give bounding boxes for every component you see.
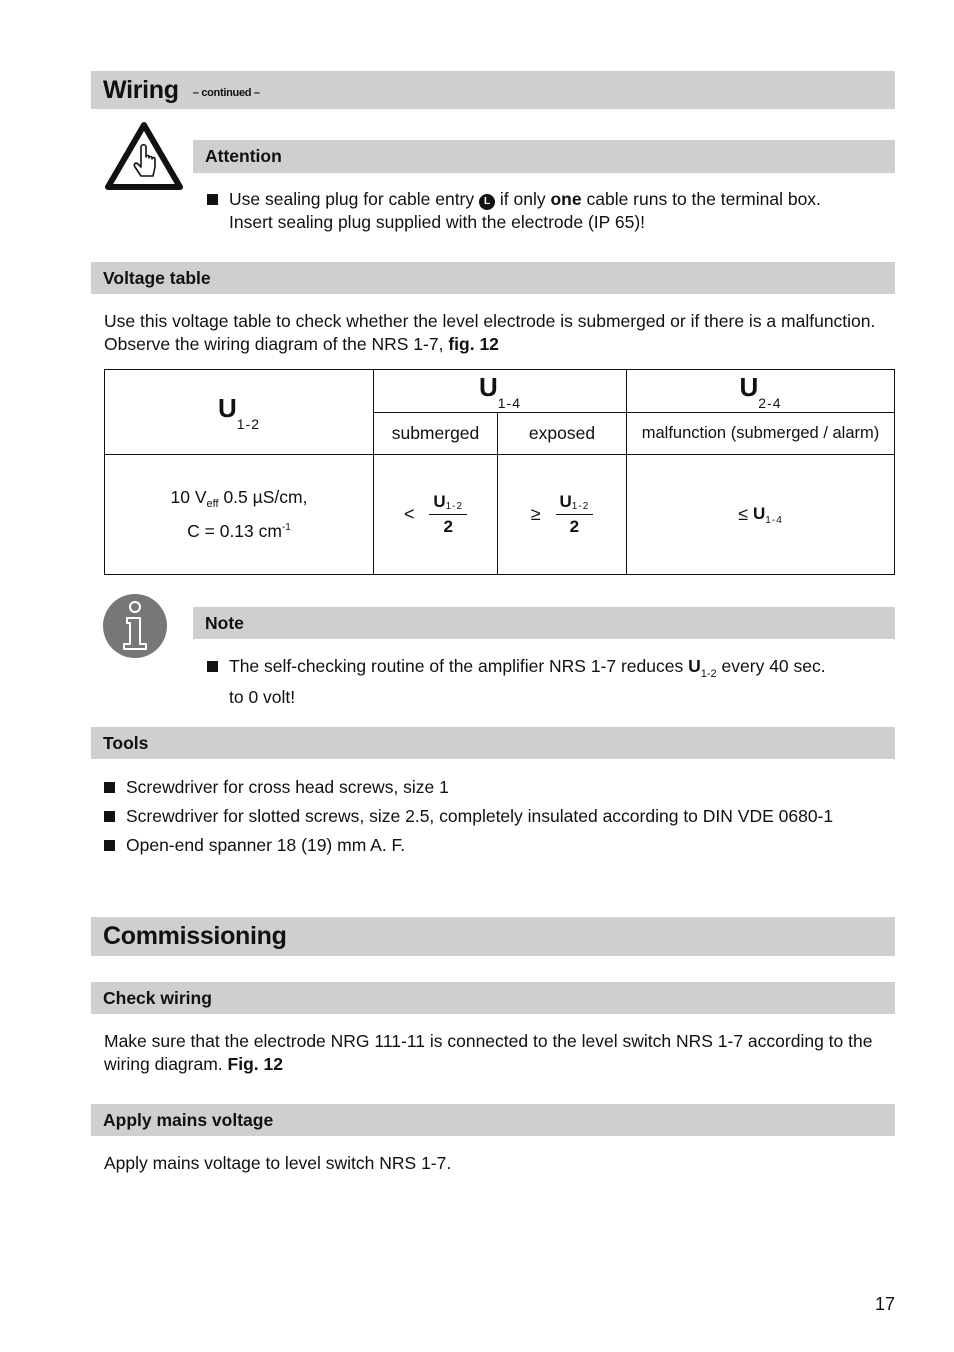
wiring-heading [91,71,895,109]
check-wiring-title: Check wiring [103,987,212,1008]
apply-mains-heading [91,1104,895,1136]
attention-text-b: if only [499,189,546,209]
note-text-line2: to 0 volt! [229,687,296,707]
hand-warning-icon [104,121,184,191]
bullet-square-icon [207,194,218,205]
tool-item [104,805,833,828]
commissioning-title: Commissioning [103,922,287,950]
header-u14: $U_{1-4}$ [374,370,627,413]
voltage-table-title: Voltage table [103,267,211,288]
attention-heading [193,140,895,173]
attention-text-line2: Insert sealing plug supplied with the electrode (IP 65)! [229,212,646,232]
check-wiring-line-2: wiring diagram. [104,1054,223,1074]
check-wiring-fig-ref: Fig. 12 [227,1054,283,1074]
malfunction-value: ≤ $U_{1-4}$ [627,455,895,575]
tool-item-label: Screwdriver for slotted screws, size 2.5, completely insulated according to DIN VDE 0680-1 [126,806,834,826]
submerged-value: < $\frac{U1-2}{2}$ [374,455,498,575]
bullet-square-icon [104,782,115,793]
tool-item-label: Open-end spanner 18 (19) mm A. F. [126,835,406,855]
attention-text-bold: one [550,189,582,209]
wiring-continued: – continued – [192,87,260,99]
check-wiring-text [104,1030,872,1076]
voltage-table-heading [91,262,895,294]
attention-text-c: cable runs to the terminal box. [586,189,821,209]
bullet-square-icon [104,811,115,822]
header-u12: $U_{1-2}$ [105,370,374,455]
attention-text-a: Use sealing plug for cable entry [229,189,475,209]
attention-title: Attention [205,146,282,166]
cable-entry-marker: L [479,194,495,210]
tools-title: Tools [103,732,149,753]
col-malfunction: malfunction (submerged / alarm) [627,413,895,455]
intro-line-1: Use this voltage table to check whether the level electrode is submerged or if there is a malfunction. [104,311,876,331]
note-text-a: The self-checking routine of the amplifier NRS 1-7 reduces [229,656,684,676]
apply-mains-title: Apply mains voltage [103,1109,274,1130]
apply-mains-text: Apply mains voltage to level switch NRS 1-7. [104,1153,452,1173]
info-icon [102,593,168,659]
col-submerged: submerged [374,413,498,455]
page-number: 17 [875,1294,896,1314]
tool-item [104,834,405,857]
col-exposed: exposed [498,413,627,455]
header-u24: $U_{2-4}$ [627,370,895,413]
attention-item [207,188,821,234]
tools-heading [91,727,895,759]
condition-cell: 10 $V_{eff}$ 0.5 µS/cm, C = 0.13 $cm^{-1}$ [105,455,374,575]
tool-item-label: Screwdriver for cross head screws, size 1 [126,777,449,797]
voltage-table-intro [104,310,875,356]
note-heading [193,607,895,639]
note-u-subscript: 1-2 [700,668,717,680]
tool-item [104,776,449,799]
exposed-value: ≥ $\frac{U1-2}{2}$ [498,455,627,575]
intro-line-2: Observe the wiring diagram of the NRS 1-7, [104,334,444,354]
note-u-symbol: U [688,656,701,676]
note-title: Note [205,612,244,633]
check-wiring-heading [91,982,895,1014]
note-text-b: every 40 sec. [721,656,826,676]
bullet-square-icon [104,840,115,851]
note-item [207,655,826,709]
intro-fig-ref: fig. 12 [448,334,499,354]
check-wiring-line-1: Make sure that the electrode NRG 111-11 is connected to the level switch NRS 1-7 according to the [104,1031,873,1051]
voltage-table [104,369,895,575]
commissioning-heading [91,917,895,956]
wiring-title: Wiring [103,75,179,104]
bullet-square-icon [207,661,218,672]
